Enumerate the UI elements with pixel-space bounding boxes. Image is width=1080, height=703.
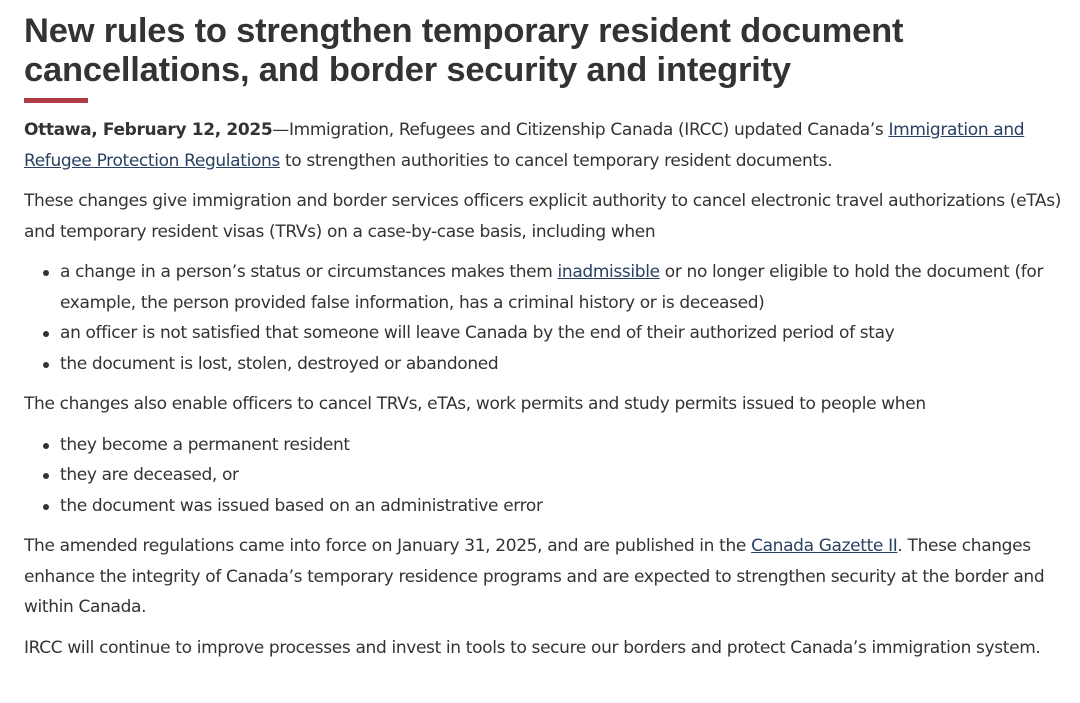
list-item: an officer is not satisfied that someone will leave Canada by the end of their authorized period of stay (60, 318, 1064, 349)
changes-paragraph: These changes give immigration and border services officers explicit authority to cancel electronic travel authorizations (eTAs) and temporary resident visas (TRVs) on a case-by-case basis, including when (24, 191, 1061, 242)
page-title-line-2: cancellations, and border security and integrity (24, 51, 791, 89)
intro-text-2: to strengthen authorities to cancel temporary resident documents. (279, 150, 833, 171)
canada-gazette-link[interactable]: Canada Gazette II (751, 536, 898, 556)
closing-paragraph: IRCC will continue to improve processes and invest in tools to secure our borders and protect Canada’s immigration system. (24, 637, 1041, 658)
regulations-paragraph (24, 531, 1064, 623)
cancellation-reasons-list (24, 257, 1064, 379)
dateline: Ottawa, February 12, 2025 (24, 120, 273, 140)
regulations-text-1: The amended regulations came into force on January 31, 2025, and are published in the (24, 536, 752, 556)
additional-changes-paragraph: The changes also enable officers to cancel TRVs, eTAs, work permits and study permits issued to people when (24, 394, 926, 414)
intro-paragraph (24, 115, 1064, 176)
list-item: they become a permanent resident (60, 430, 1064, 461)
list-item-text: or no longer eligible to hold the document (for example, the person provided false information, has a criminal history or is deceased) (60, 262, 1044, 313)
list-item: they are deceased, or (60, 460, 1064, 491)
list-item: the document is lost, stolen, destroyed or abandoned (60, 349, 1064, 380)
irpr-link[interactable]: Immigration and Refugee Protection Regulations (24, 120, 1025, 171)
list-item-text: a change in a person’s status or circumstances makes them (60, 262, 558, 282)
title-accent-rule (24, 98, 88, 103)
list-item: the document was issued based on an administrative error (60, 491, 1064, 522)
page-title-line-1: New rules to strengthen temporary resident document (24, 12, 904, 50)
list-item (60, 257, 1064, 318)
regulations-text-2: . These changes enhance the integrity of Canada’s temporary residence programs and are expected to strengthen security at the border and within Canada. (24, 536, 1045, 617)
intro-text-1: —Immigration, Refugees and Citizenship Canada (IRCC) updated Canada’s (272, 120, 889, 140)
page-title (24, 12, 1064, 90)
permit-cancellation-list (24, 430, 1064, 522)
inadmissible-link[interactable]: inadmissible (557, 262, 660, 282)
